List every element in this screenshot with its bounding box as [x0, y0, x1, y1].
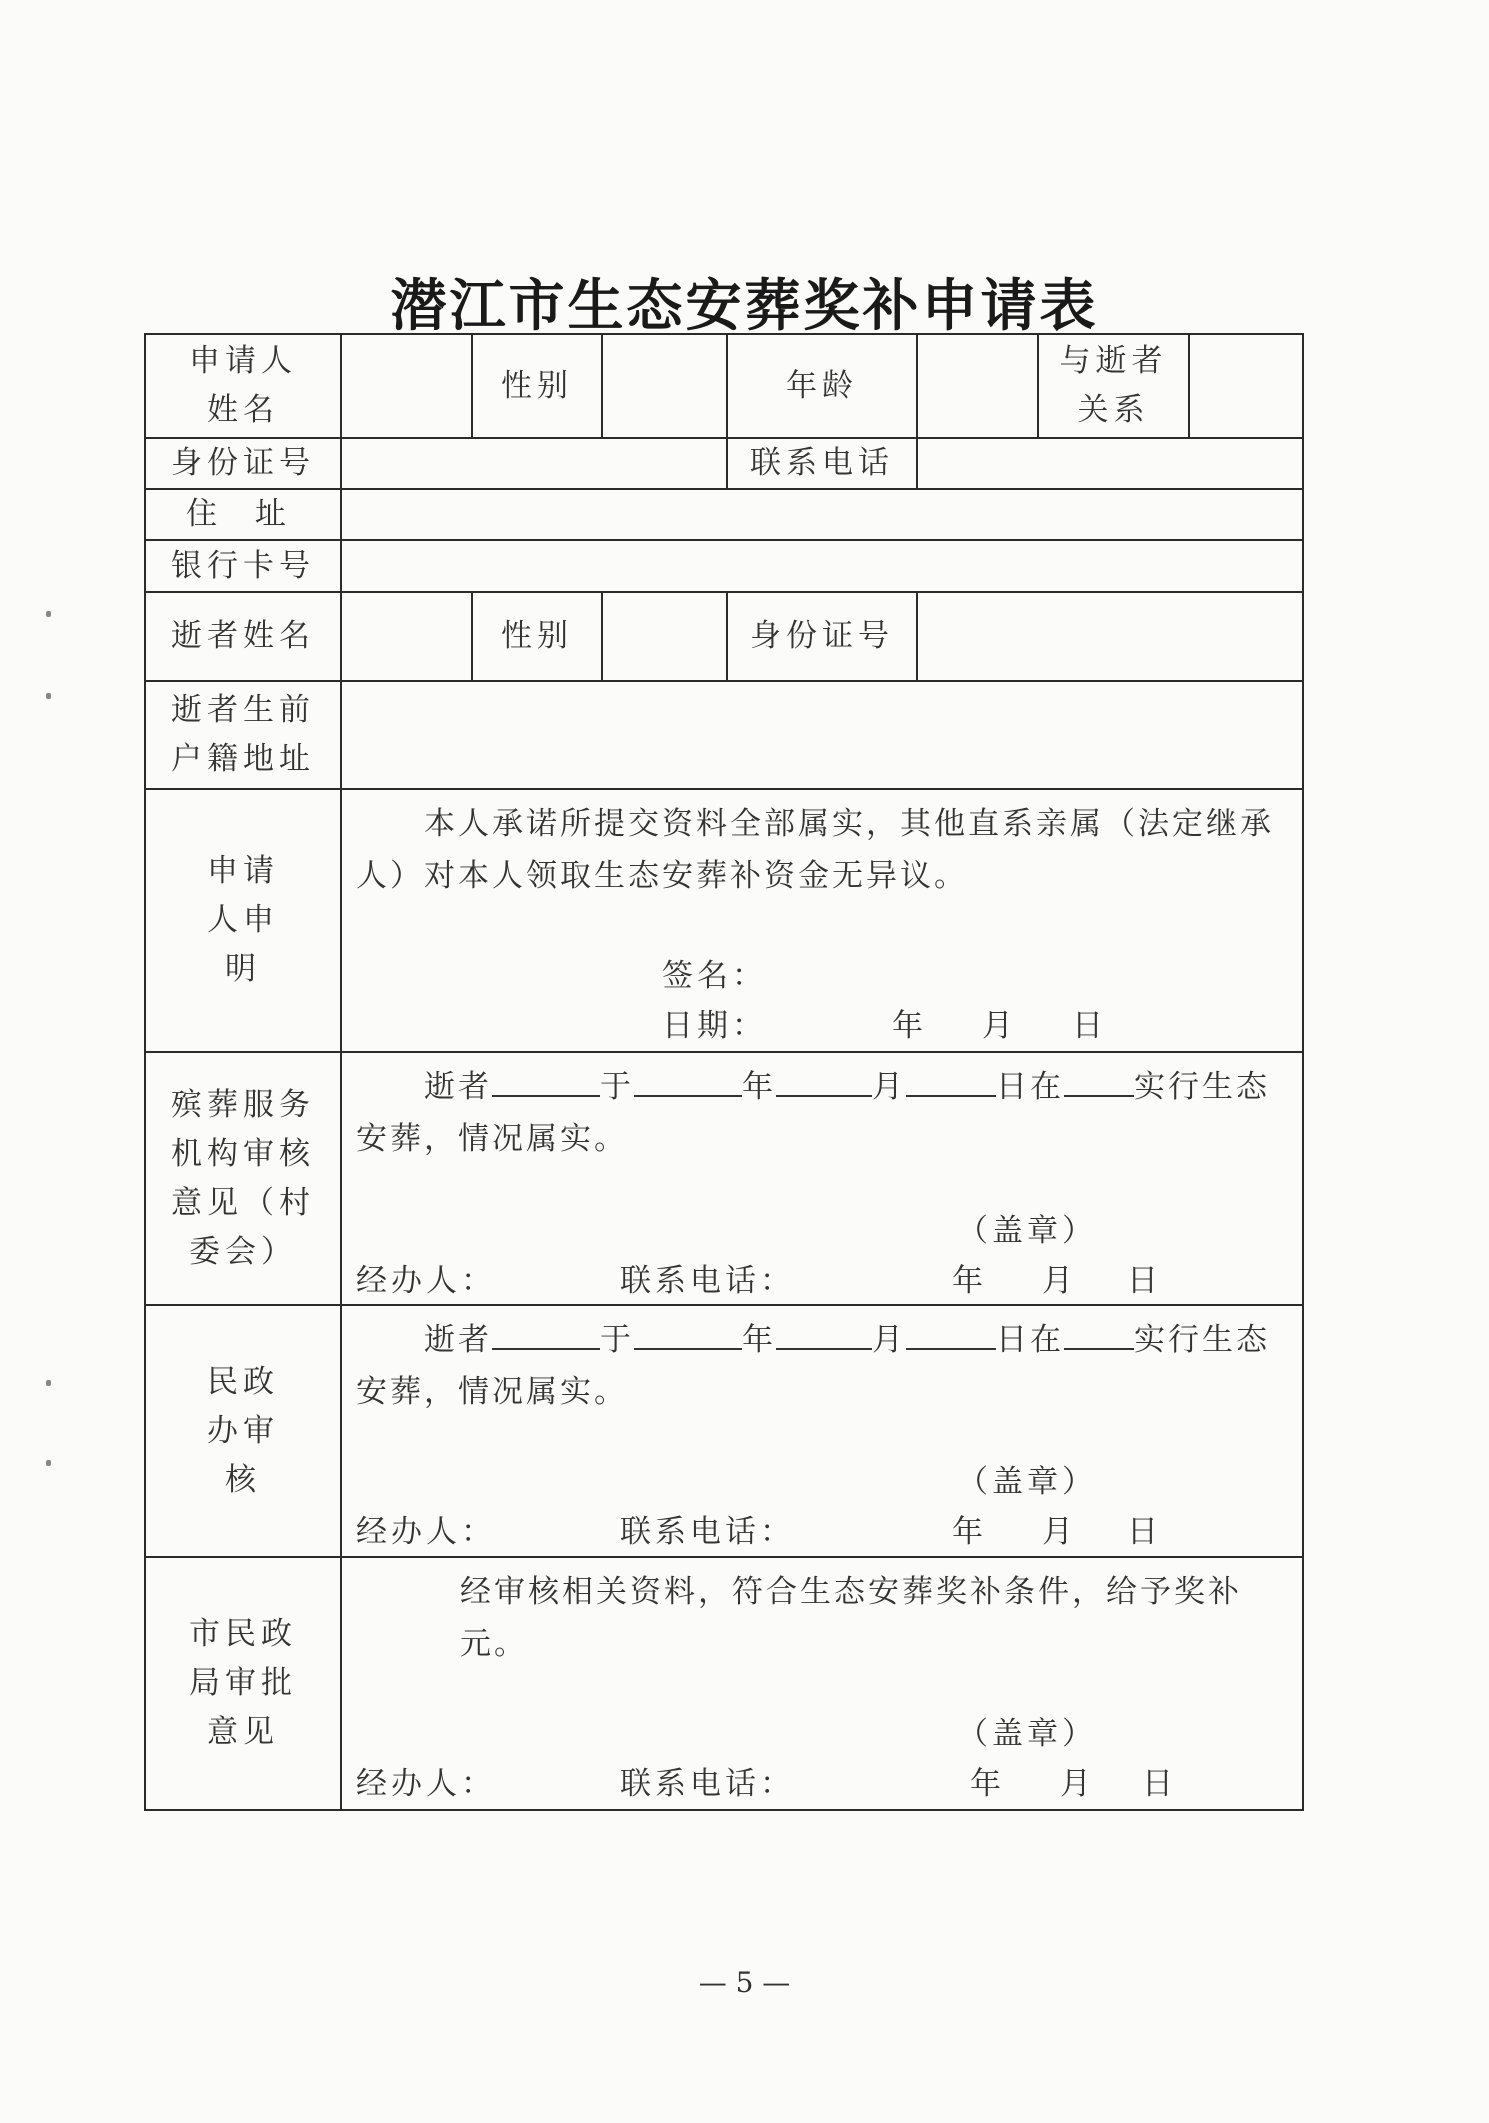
scan-mark — [46, 611, 51, 617]
civil-office-review-cell — [341, 1305, 1303, 1557]
address-field[interactable] — [341, 489, 1303, 540]
review-day: 日 — [1127, 1514, 1162, 1550]
applicant-gender-label: 性别 — [472, 334, 602, 438]
relation-label: 与逝者关系 — [1038, 334, 1189, 438]
scan-mark — [46, 693, 51, 699]
id-number-field[interactable] — [341, 438, 727, 489]
bank-card-field[interactable] — [341, 540, 1303, 592]
date-day: 日 — [1072, 1008, 1107, 1044]
day-blank[interactable] — [906, 1069, 996, 1097]
address-label: 住 址 — [145, 489, 341, 540]
scan-mark — [46, 1460, 51, 1466]
review-year: 年 — [952, 1514, 987, 1550]
review-day: 日 — [1127, 1263, 1162, 1299]
row-deceased — [145, 592, 1303, 681]
bureau-approval-label: 市民政局审批意见 — [145, 1557, 341, 1810]
approval-year: 年 — [970, 1766, 1005, 1802]
deceased-gender-label: 性别 — [472, 592, 602, 681]
contact-phone-label: 联系电话： — [620, 1514, 795, 1550]
phone-field[interactable] — [917, 438, 1303, 489]
approval-month: 月 — [1060, 1766, 1095, 1802]
funeral-review-text: 逝者 于 年 月 日在 实行生态 安葬，情况属实。 — [356, 1069, 1270, 1157]
deceased-blank[interactable] — [492, 1322, 600, 1350]
row-id — [145, 438, 1303, 489]
id-number-label: 身份证号 — [145, 438, 341, 489]
deceased-gender-field[interactable] — [602, 592, 727, 681]
review-month: 月 — [1042, 1514, 1077, 1550]
review-year: 年 — [952, 1263, 987, 1299]
applicant-age-field[interactable] — [917, 334, 1038, 438]
row-bank — [145, 540, 1303, 592]
funeral-review-cell — [341, 1052, 1303, 1305]
month-blank[interactable] — [776, 1069, 872, 1097]
civil-office-review-label: 民政办审核 — [145, 1305, 341, 1557]
deceased-id-label: 身份证号 — [727, 592, 917, 681]
year-blank[interactable] — [634, 1069, 742, 1097]
declaration-cell — [341, 789, 1303, 1052]
approval-day: 日 — [1142, 1766, 1177, 1802]
scan-mark — [46, 1380, 51, 1386]
declaration-label: 申请人申明 — [145, 789, 341, 1052]
contact-phone-label: 联系电话： — [620, 1263, 795, 1299]
stamp-label: （盖章） — [957, 1213, 1097, 1249]
stamp-label: （盖章） — [957, 1716, 1097, 1752]
phone-label: 联系电话 — [727, 438, 917, 489]
application-form — [144, 333, 1304, 1811]
date-year: 年 — [892, 1008, 927, 1044]
applicant-name-label: 申请人姓名 — [145, 334, 341, 438]
row-deceased-address — [145, 681, 1303, 789]
review-month: 月 — [1042, 1263, 1077, 1299]
date-label: 日期： — [662, 1008, 767, 1044]
bureau-approval-cell — [341, 1557, 1303, 1810]
relation-field[interactable] — [1189, 334, 1303, 438]
row-declaration — [145, 789, 1303, 1052]
place-blank[interactable] — [1064, 1322, 1134, 1350]
deceased-address-field[interactable] — [341, 681, 1303, 789]
row-civil-office-review — [145, 1305, 1303, 1557]
applicant-name-field[interactable] — [341, 334, 472, 438]
row-funeral-review — [145, 1052, 1303, 1305]
applicant-age-label: 年龄 — [727, 334, 917, 438]
date-month: 月 — [982, 1008, 1017, 1044]
bank-card-label: 银行卡号 — [145, 540, 341, 592]
deceased-name-label: 逝者姓名 — [145, 592, 341, 681]
row-applicant — [145, 334, 1303, 438]
declaration-text: 本人承诺所提交资料全部属实，其他直系亲属（法定继承人）对本人领取生态安葬补资金无异议。 — [356, 806, 1274, 894]
page-title: 潜江市生态安葬奖补申请表 — [390, 274, 1099, 339]
page-number: — 5 — — [698, 1966, 791, 1999]
stamp-label: （盖章） — [957, 1464, 1097, 1500]
deceased-id-field[interactable] — [917, 592, 1303, 681]
day-blank[interactable] — [906, 1322, 996, 1350]
civil-office-review-text: 逝者 于 年 月 日在 实行生态 安葬，情况属实。 — [356, 1322, 1270, 1410]
handler-label: 经办人： — [356, 1766, 496, 1802]
row-address — [145, 489, 1303, 540]
applicant-gender-field[interactable] — [602, 334, 727, 438]
signature-label: 签名： — [662, 958, 767, 994]
funeral-review-label: 殡葬服务机构审核意见（村委会） — [145, 1052, 341, 1305]
deceased-name-field[interactable] — [341, 592, 472, 681]
deceased-address-label: 逝者生前户籍地址 — [145, 681, 341, 789]
month-blank[interactable] — [776, 1322, 872, 1350]
year-blank[interactable] — [634, 1322, 742, 1350]
row-bureau-approval — [145, 1557, 1303, 1810]
handler-label: 经办人： — [356, 1514, 496, 1550]
bureau-approval-text: 经审核相关资料，符合生态安葬奖补条件，给予奖补 元。 — [460, 1574, 1242, 1662]
handler-label: 经办人： — [356, 1263, 496, 1299]
deceased-blank[interactable] — [492, 1069, 600, 1097]
place-blank[interactable] — [1064, 1069, 1134, 1097]
contact-phone-label: 联系电话： — [620, 1766, 795, 1802]
